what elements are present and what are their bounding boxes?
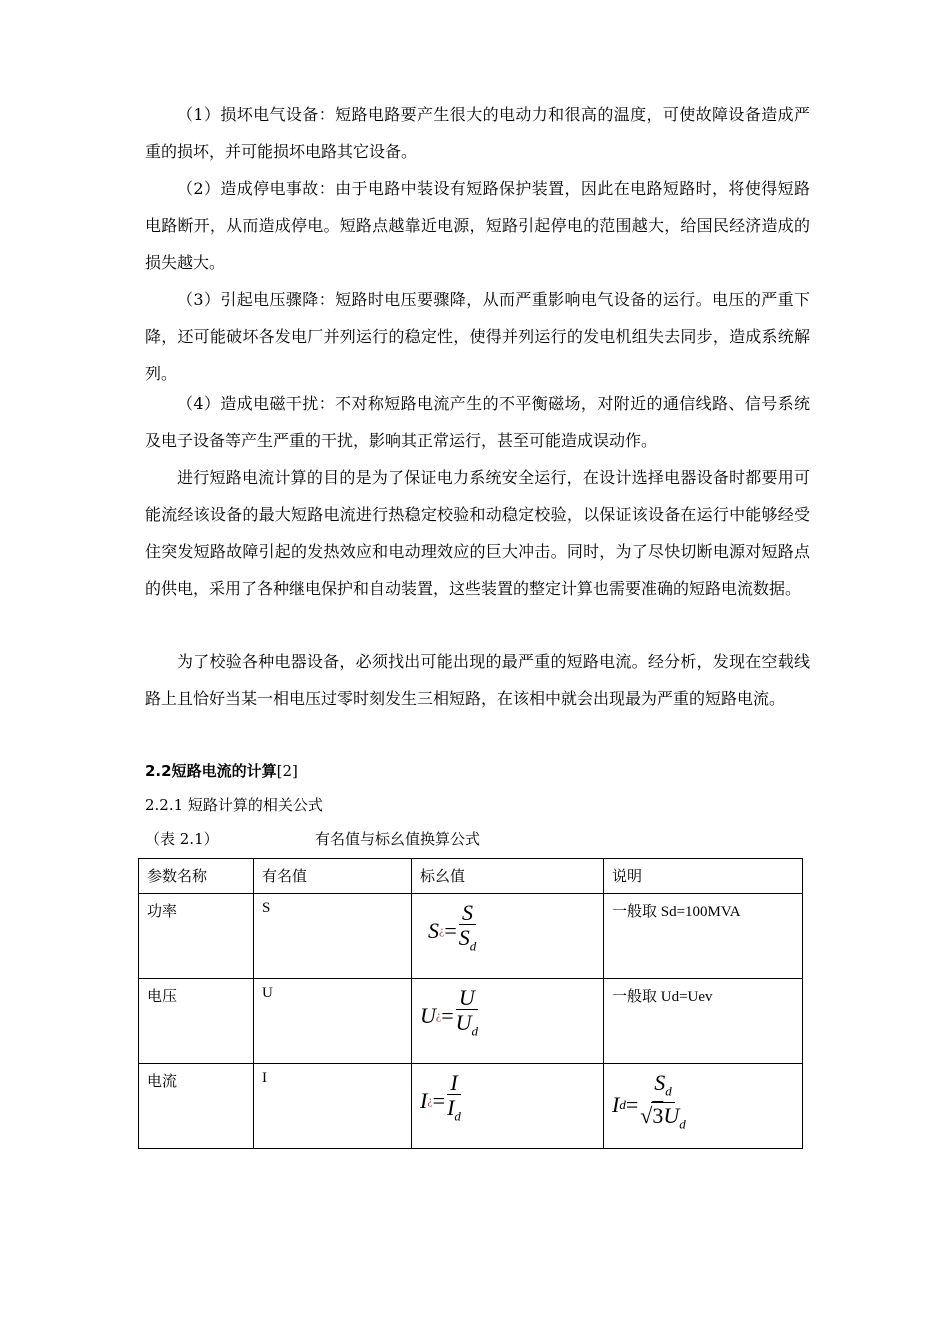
- cell-formula: [412, 1064, 604, 1149]
- formula-lhs: S: [428, 917, 439, 943]
- formula-marker: ¿: [435, 1008, 442, 1023]
- subsection-heading: 2.2.1 短路计算的相关公式: [145, 796, 323, 814]
- table-caption-title: 有名值与标幺值换算公式: [315, 830, 481, 848]
- cell-note: 一般取 Sd=100MVA: [604, 894, 803, 979]
- table-row-power: [139, 894, 803, 979]
- cell-name: 电流: [139, 1064, 254, 1149]
- table-caption: [145, 828, 481, 849]
- formula-denominator: [456, 1010, 478, 1044]
- conversion-table: [138, 858, 803, 1149]
- formula-root-value: 3: [652, 1103, 664, 1129]
- formula-current: [420, 1072, 461, 1129]
- cell-note: 一般取 Ud=Uev: [604, 979, 803, 1064]
- formula-fraction: [459, 902, 477, 959]
- formula-lhs-sub: d: [619, 1096, 626, 1112]
- table-caption-label: （表 2.1）: [145, 830, 219, 848]
- section-heading: [145, 760, 298, 781]
- formula-voltage: [420, 987, 478, 1044]
- formula-num-sub: d: [665, 1083, 672, 1099]
- section-number: 2.2: [145, 762, 172, 780]
- formula-den-main: U: [663, 1103, 680, 1129]
- paragraph-5: 进行短路电流计算的目的是为了保证电力系统安全运行，在设计选择电器设备时都要用可能流经该设备的最大短路电流进行热稳定校验和动稳定校验，以保证该设备在运行中能够经受住突发短路故障引起的发热效应和电动理效应的巨大冲击。同时，为了尽快切断电源对短路点的供电，采用了各种继电保护和自动装置，这些装置的整定计算也需要准确的短路电流数据。: [145, 468, 810, 598]
- table-header-row: [139, 859, 803, 894]
- cell-name: 功率: [139, 894, 254, 979]
- formula-fraction: [640, 1072, 685, 1138]
- formula-equals: =: [441, 1002, 454, 1028]
- cell-named-value: U: [254, 979, 412, 1064]
- table-row-current: [139, 1064, 803, 1149]
- formula-denominator: [640, 1103, 685, 1137]
- section-title: 短路电流的计算: [171, 762, 277, 780]
- formula-den-main: S: [458, 925, 470, 950]
- paragraph-2: （2）造成停电事故：由于电路中装设有短路保护装置，因此在电路短路时，将使得短路电路断开，从而造成停电。短路点越靠近电源，短路引起停电的范围越大，给国民经济造成的损失越大。: [145, 179, 810, 272]
- formula-den-sub: d: [469, 938, 477, 954]
- cell-named-value: I: [254, 1064, 412, 1149]
- formula-fraction: [456, 987, 478, 1044]
- paragraph-3: （3）引起电压骤降：短路时电压要骤降，从而严重影响电气设备的运行。电压的严重下降，还可能破坏各发电厂并列运行的稳定性，使得并列运行的发电机组失去同步，造成系统解列。: [145, 290, 810, 383]
- formula-lhs: U: [420, 1002, 436, 1028]
- paragraph-1: （1）损坏电气设备：短路电路要产生很大的电动力和很高的温度，可使故障设备造成严重的损坏，并可能损坏电路其它设备。: [145, 105, 810, 161]
- paragraph-4: （4）造成电磁干扰：不对称短路电流产生的不平衡磁场，对附近的通信线路、信号系统及电子设备等产生严重的干扰，影响其正常运行，甚至可能造成误动作。: [145, 394, 810, 450]
- formula-current-base: [612, 1072, 686, 1138]
- sqrt-symbol: √: [640, 1103, 653, 1129]
- formula-den-sub: d: [471, 1023, 479, 1039]
- formula-fraction: [447, 1072, 461, 1129]
- formula-den-main: I: [447, 1095, 455, 1120]
- header-per-unit: 标幺值: [412, 859, 604, 894]
- table-row-voltage: [139, 979, 803, 1064]
- section-reference: [2]: [276, 762, 298, 780]
- formula-numerator: S: [459, 902, 476, 925]
- header-named-value: 有名值: [254, 859, 412, 894]
- formula-num-main: S: [654, 1070, 666, 1095]
- formula-lhs: I: [420, 1087, 428, 1113]
- cell-name: 电压: [139, 979, 254, 1064]
- header-note: 说明: [604, 859, 803, 894]
- formula-marker: ¿: [427, 1093, 433, 1108]
- formula-lhs: I: [612, 1091, 620, 1117]
- header-param-name: 参数名称: [139, 859, 254, 894]
- formula-den-sub: d: [679, 1116, 686, 1132]
- formula-denominator: [447, 1095, 461, 1129]
- formula-den-sub: d: [454, 1108, 461, 1124]
- formula-denominator: [459, 925, 477, 959]
- formula-marker: ¿: [439, 923, 445, 938]
- formula-numerator: I: [447, 1072, 460, 1095]
- cell-named-value: S: [254, 894, 412, 979]
- formula-equals: =: [625, 1091, 639, 1117]
- formula-den-main: U: [455, 1010, 472, 1035]
- cell-formula: [412, 979, 604, 1064]
- formula-equals: =: [444, 917, 457, 943]
- formula-equals: =: [432, 1087, 446, 1113]
- formula-numerator: [651, 1072, 675, 1103]
- paragraph-6: 为了校验各种电器设备，必须找出可能出现的最严重的短路电流。经分析，发现在空载线路上且恰好当某一相电压过零时刻发生三相短路，在该相中就会出现最为严重的短路电流。: [145, 652, 810, 708]
- cell-note: [604, 1064, 803, 1149]
- formula-power: [428, 902, 476, 959]
- formula-numerator: U: [456, 987, 478, 1010]
- cell-formula: [412, 894, 604, 979]
